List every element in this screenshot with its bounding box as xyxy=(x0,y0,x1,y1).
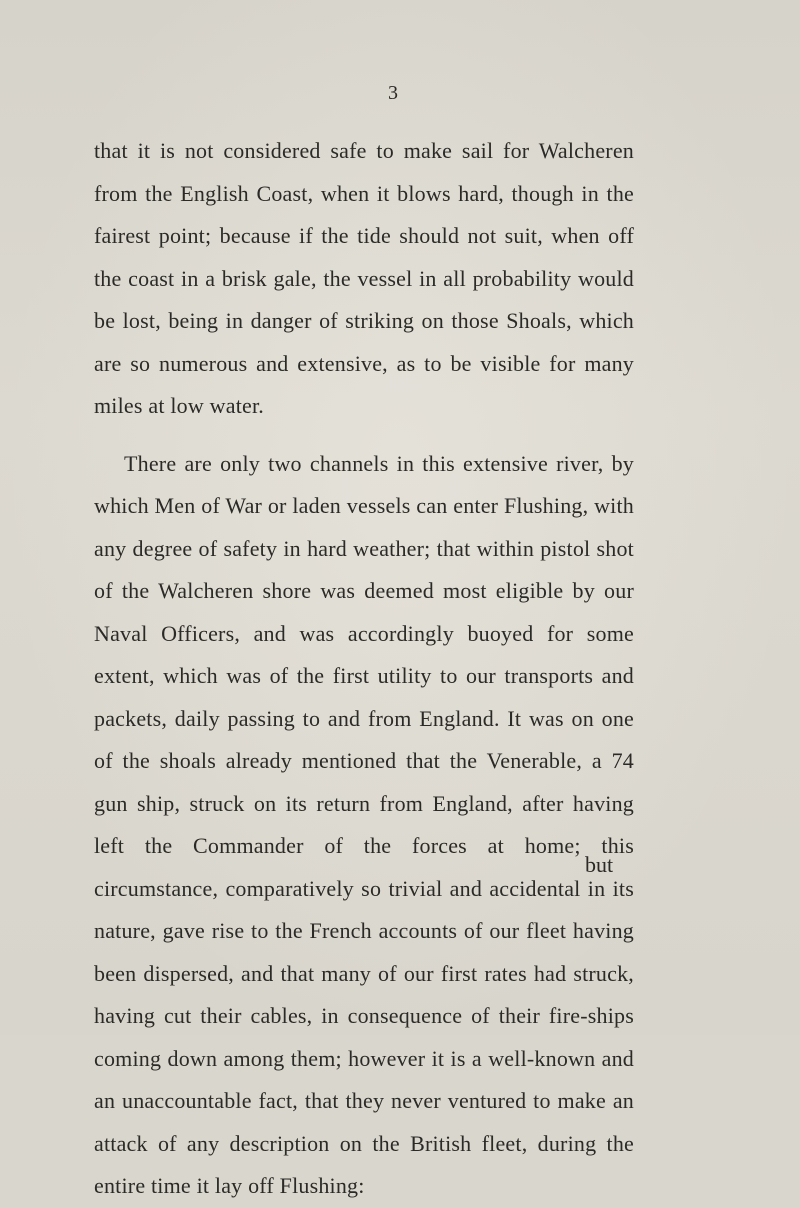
paragraph-1: that it is not considered safe to make sail for Walcheren from the English Coast, when it blows hard, though in the fairest point; because if the tide should not suit, when off the coast in a brisk gale, the vessel in all probability would be lost, being in danger of striking on those Shoals, which are so numerous and extensive, as to be visible for many miles at low water. xyxy=(94,138,634,418)
body-text xyxy=(94,130,634,1208)
paragraph-2: There are only two channels in this extensive river, by which Men of War or laden vessels can enter Flushing, with any degree of safety in hard weather; that within pistol shot of the Walcheren shore was deemed most eligible by our Naval Officers, and was accordingly buoyed for some extent, which was of the first utility to our transports and packets, daily passing to and from England. It was on one of the shoals already mentioned that the Venerable, a 74 gun ship, struck on its return from England, after having left the Commander of the forces at home; this circumstance, comparatively so trivial and accidental in its nature, gave rise to the French accounts of our fleet having been dispersed, and that many of our first rates had struck, having cut their cables, in consequence of their fire-ships coming down among them; however it is a well-known and an unaccountable fact, that they never ventured to make an attack of any description on the British fleet, during the entire time it lay off Flushing: xyxy=(94,450,634,1198)
page-number: 3 xyxy=(388,82,398,104)
catchword: but xyxy=(585,852,614,877)
